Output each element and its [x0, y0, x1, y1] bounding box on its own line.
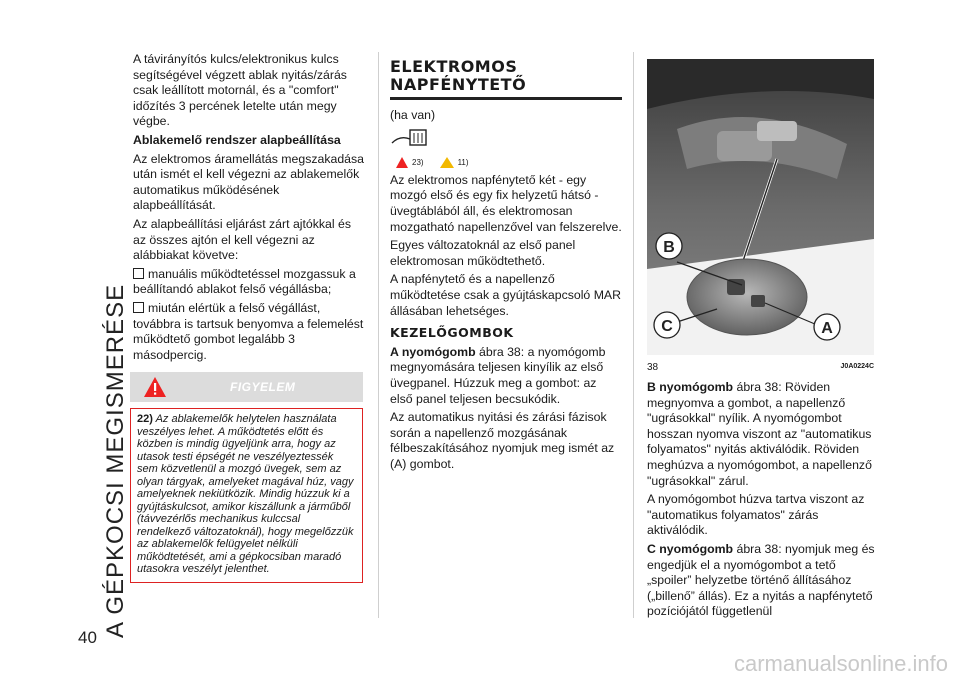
- watermark: carmanualsonline.info: [733, 651, 948, 676]
- caution-triangle-icon: [440, 157, 454, 168]
- column-divider: [633, 52, 634, 618]
- title-rule: [390, 97, 622, 100]
- bullet-item: miután elértük a felső végállást, továbbra is tartsuk benyomva a felemelést működtető gombot legalább 3 másodpercig.: [133, 300, 364, 362]
- sunroof-icon: [390, 127, 430, 149]
- paragraph: A nyomógombot húzva tartva viszont az "automatikus folyamatos" zárás aktiválódik.: [647, 492, 865, 538]
- section-heading: Ablakemelő rendszer alapbeállítása: [133, 132, 341, 147]
- paragraph: B nyomógomb ábra 38: Röviden megnyomva a gombot, a napellenző "ugrásokkal" nyílik. A nyomógombot hosszan nyomva viszont az "automatikus folyamatos" nyitás aktiválódik. Röviden meghúzva a nyomógombot, a napellenző "ugrásokkal" zárul.: [647, 380, 872, 488]
- figure-caption: [647, 362, 874, 373]
- optional-note: (ha van): [390, 108, 436, 122]
- paragraph: Az automatikus nyitási és zárási fázisok során a napellenző mozgásának félbeszakításához nyomjuk meg ismét az (A) gombot.: [390, 410, 615, 471]
- section-title: ELEKTROMOS NAPFÉNYTETŐ: [390, 57, 527, 94]
- warning-triangle-icon: [143, 376, 167, 398]
- paragraph: Az elektromos napfénytető két - egy mozgó első és egy fix helyzetű hátsó - üvegtáblából áll, és elektromosan mozgatható napellenzővel van felszerelve.: [390, 172, 622, 234]
- bullet-item: manuális működtetéssel mozgassuk a beállítandó ablakot felső végállásba;: [133, 267, 365, 298]
- paragraph: A napfénytető és a napellenző működtetése csak a gyújtáskapcsoló MAR állásában lehetséges.: [390, 272, 622, 318]
- paragraph: C nyomógomb ábra 38: nyomjuk meg és engedjük el a nyomógombot a tető „spoiler” helyzetbe történő állításához („billenő” állás). Ez a nyitás a napfénytető pozíciójától függetlenül: [647, 541, 875, 619]
- paragraph: Egyes változatoknál az első panel elektromosan működtethető.: [390, 238, 576, 268]
- column-2: [390, 58, 622, 475]
- warning-title: FIGYELEM: [230, 380, 296, 394]
- column-3: [647, 380, 879, 623]
- warning-text: 22) Az ablakemelők helytelen használata veszélyes lehet. A működtetés előtt és közben is mindig ügyeljünk arra, hogy az utasok testi épségét ne veszélyeztessék sem közvetlenül a mozgó üvegek, sem az olyan tárgyak, amelyeket magával húz, vagy amelyeknek nekiütközik. Mindig húzzuk ki a gyújtáskulcsot, amikor kiszállunk a járműből (távvezérlős mechanikus kulccsal rendelkező változatoknál), hogy megelőzzük az ablakemelők felügyelet nélküli működtetését, ami a gépkocsiban maradó utasokra veszélyt jelenthet.: [130, 408, 363, 583]
- label-c: C: [661, 318, 673, 335]
- label-a: A: [821, 320, 833, 337]
- figure-photo: [647, 59, 874, 355]
- subsection-title: KEZELŐGOMBOK: [390, 325, 514, 341]
- chapter-side-title: A GÉPKOCSI MEGISMERÉSE: [102, 283, 129, 638]
- warning-box: [130, 372, 363, 583]
- warning-triangle-icon: [396, 157, 408, 168]
- page-number: 40: [78, 628, 97, 647]
- label-b: B: [663, 239, 675, 256]
- paragraph: Az alapbeállítási eljárást zárt ajtókkal és az összes ajtón el kell végezni az alábbiakat követve:: [133, 216, 352, 263]
- column-1: [133, 52, 365, 366]
- paragraph: A távirányítós kulcs/elektronikus kulcs segítségével végzett ablak nyitás/zárás csak leállított motornál, és a "comfort" időzítés 3 percének letelte után megy végbe.: [133, 52, 347, 129]
- column-divider: [378, 52, 379, 618]
- warning-header: [130, 372, 363, 402]
- paragraph: A nyomógomb ábra 38: a nyomógomb megnyomására teljesen kinyílik az első üvegpanel. Húzzuk meg a gombot: az első panel teljesen becsukódik.: [390, 344, 606, 406]
- figure-code: J0A0224C: [840, 363, 874, 370]
- reference-icons: 23) 11): [396, 155, 622, 171]
- figure-number: 38: [647, 362, 659, 373]
- paragraph: Az elektromos áramellátás megszakadása után ismét el kell végezni az ablakemelők automatikus működésének alapbeállítását.: [133, 151, 365, 213]
